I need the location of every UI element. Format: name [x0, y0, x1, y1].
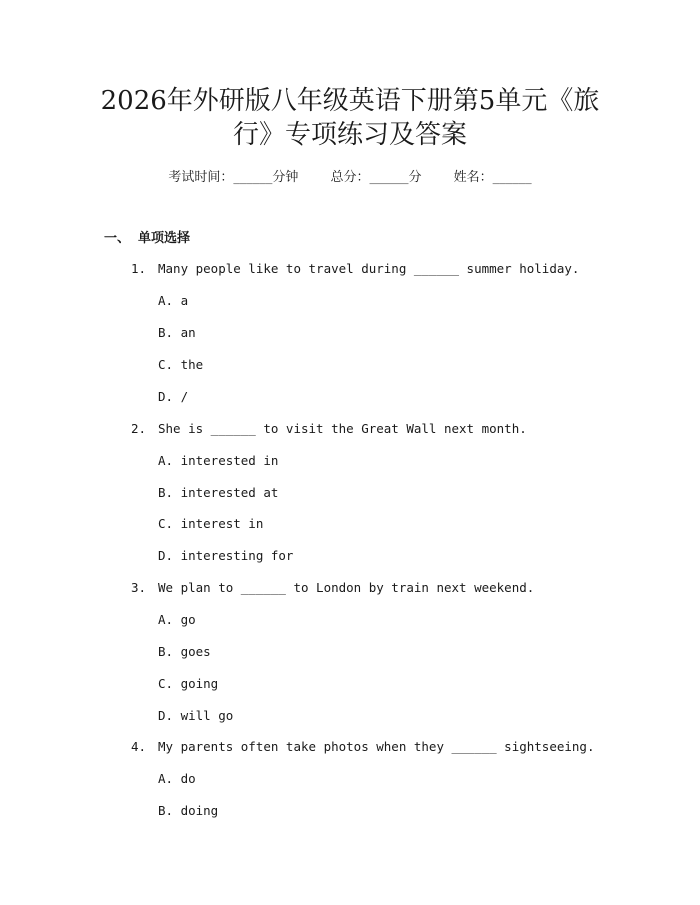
answer-option: A. go [158, 612, 196, 627]
total-score-field: 总分：______分 [330, 170, 422, 185]
answer-option: D. / [158, 389, 189, 404]
answer-option: A. a [158, 293, 189, 308]
question-text: She is ______ to visit the Great Wall next month. [158, 421, 527, 436]
answer-option: A. do [158, 771, 196, 786]
section-title: 单项选择 [138, 231, 191, 246]
answer-option: C. going [158, 676, 219, 691]
answer-option: C. the [158, 357, 204, 372]
answer-option: B. interested at [158, 485, 279, 500]
question-number: 1. [131, 261, 147, 276]
answer-option: B. doing [158, 803, 219, 818]
answer-option: B. an [158, 325, 196, 340]
exam-meta [0, 168, 700, 188]
page-title-line-2: 行》专项练习及答案 [232, 120, 467, 150]
question-number: 4. [131, 739, 147, 754]
answer-option: C. interest in [158, 516, 264, 531]
student-name-field: 姓名：______ [453, 170, 532, 185]
answer-option: B. goes [158, 644, 211, 659]
question-text: Many people like to travel during ______ summer holiday. [158, 261, 580, 276]
section-heading [104, 229, 190, 249]
question-text: My parents often take photos when they ______ sightseeing. [158, 739, 595, 754]
exam-time-field: 考试时间：______分钟 [168, 170, 299, 185]
question-text: We plan to ______ to London by train next weekend. [158, 580, 535, 595]
page-title-line-1: 2026年外研版八年级英语下册第5单元《旅 [100, 86, 600, 116]
answer-option: D. interesting for [158, 548, 294, 563]
answer-option: A. interested in [158, 453, 279, 468]
section-number: 一、 [104, 231, 131, 246]
answer-option: D. will go [158, 708, 234, 723]
question-number: 2. [131, 421, 147, 436]
question-number: 3. [131, 580, 147, 595]
